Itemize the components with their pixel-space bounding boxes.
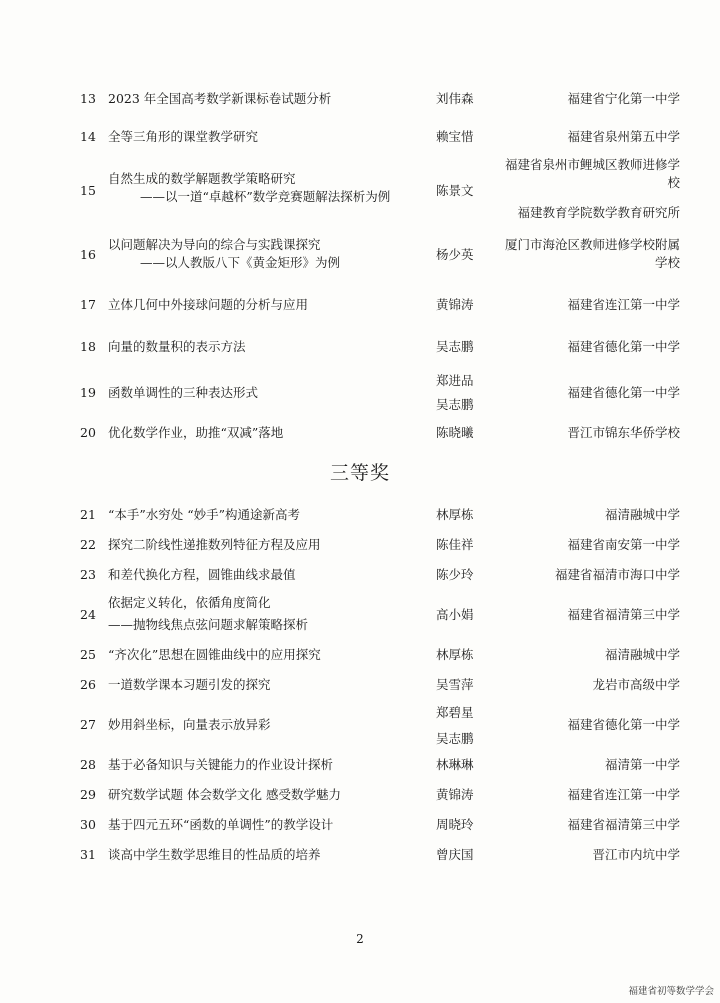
- watermark: 福建省初等数学学会: [628, 986, 714, 997]
- entry-unit: 福建省福清市海口中学: [554, 567, 680, 582]
- entry-number: 22: [80, 537, 96, 552]
- entry-number: 16: [80, 247, 96, 262]
- entry-title: 基于必备知识与关键能力的作业设计探析: [108, 757, 334, 772]
- entry-title: 向量的数量积的表示方法: [108, 339, 246, 354]
- entry-number: 26: [80, 677, 96, 692]
- entry-author: 陈少玲: [436, 567, 474, 582]
- entry-row: [0, 90, 720, 108]
- entry-row: [0, 594, 720, 634]
- entry-title: 函数单调性的三种表达形式: [108, 385, 259, 400]
- entry-title: 妙用斜坐标，向量表示放异彩: [108, 717, 271, 732]
- entry-row: [0, 128, 720, 146]
- entry-author: 黄锦涛: [436, 787, 474, 802]
- entry-title: 自然生成的数学解题教学策略研究 ——以一道“卓越杯”数学竞赛题解法探析为例: [108, 171, 391, 204]
- entry-number: 23: [80, 567, 96, 582]
- entry-author: 刘伟森: [436, 91, 474, 106]
- entry-author: 吴志鹏: [436, 339, 474, 354]
- entry-title: 2023 年全国高考数学新课标卷试题分析: [108, 91, 332, 106]
- entry-row: [0, 676, 720, 694]
- entry-number: 25: [80, 647, 96, 662]
- entry-number: 17: [80, 297, 96, 312]
- entry-unit: 福建省南安第一中学: [567, 537, 680, 552]
- entry-number: 19: [80, 385, 96, 400]
- entry-row: [0, 536, 720, 554]
- entry-number: 28: [80, 757, 96, 772]
- entry-number: 18: [80, 339, 96, 354]
- entry-row: [0, 816, 720, 834]
- entry-row: [0, 786, 720, 804]
- entry-unit: 福建省福清第三中学: [567, 607, 680, 622]
- entry-author: 赖宝惜: [436, 129, 474, 144]
- entry-row: [0, 846, 720, 864]
- entry-row: [0, 506, 720, 524]
- entry-author: 周晓玲: [436, 817, 474, 832]
- entry-author: 高小娟: [436, 607, 474, 622]
- entry-number: 24: [80, 607, 96, 622]
- entry-title: 立体几何中外接球问题的分析与应用: [108, 297, 309, 312]
- entry-title: 基于四元五环“函数的单调性”的教学设计: [108, 817, 334, 832]
- entry-author: 郑碧星 吴志鹏: [436, 705, 474, 746]
- entry-unit: 福清第一中学: [604, 757, 680, 772]
- entry-unit: 福建省德化第一中学: [567, 339, 680, 354]
- entry-number: 30: [80, 817, 96, 832]
- entry-unit: 福建省福清第三中学: [567, 817, 680, 832]
- entry-row: [0, 156, 720, 228]
- entry-number: 31: [80, 847, 96, 862]
- section-title: 三等奖: [329, 462, 390, 484]
- entry-author: 林琳琳: [436, 757, 474, 772]
- entry-unit: 福建省德化第一中学: [567, 385, 680, 400]
- entry-unit: 龙岩市高级中学: [592, 677, 680, 692]
- entry-unit: 福建省泉州市鲤城区教师进修学 校 福建教育学院数学教育研究所: [504, 157, 680, 220]
- entry-author: 杨少英: [436, 247, 474, 262]
- entry-row: [0, 756, 720, 774]
- entry-title: 研究数学试题 体会数学文化 感受数学魅力: [108, 787, 341, 802]
- entry-title: 和差代换化方程，圆锥曲线求最值: [108, 567, 296, 582]
- entry-number: 21: [80, 507, 96, 522]
- entry-title: “齐次化”思想在圆锥曲线中的应用探究: [108, 647, 321, 662]
- entry-author: 郑进品 吴志鹏: [436, 373, 474, 412]
- entry-unit: 福建省连江第一中学: [567, 297, 680, 312]
- entry-row: [0, 372, 720, 414]
- entry-title: 全等三角形的课堂教学研究: [108, 129, 259, 144]
- entry-number: 14: [80, 129, 96, 144]
- entry-author: 黄锦涛: [436, 297, 474, 312]
- entry-unit: 福建省宁化第一中学: [567, 91, 680, 106]
- entry-title: “本手”水穷处 “妙手”构通途新高考: [108, 507, 301, 522]
- entry-title: 一道数学课本习题引发的探究: [108, 677, 271, 692]
- page-number: 2: [356, 932, 364, 946]
- entry-number: 27: [80, 717, 96, 732]
- entry-row: [0, 236, 720, 276]
- entry-unit: 晋江市锦东华侨学校: [567, 425, 680, 440]
- entry-title: 探究二阶线性递推数列特征方程及应用: [108, 537, 321, 552]
- entry-title: 依据定义转化，依循角度简化 ——抛物线焦点弦问题求解策略探析: [108, 595, 309, 632]
- entry-author: 陈景文: [436, 183, 474, 198]
- entry-unit: 福清融城中学: [604, 647, 680, 662]
- entry-author: 陈晓曦: [436, 425, 474, 440]
- entry-unit: 厦门市海沧区教师进修学校附属 学校: [504, 237, 680, 270]
- entry-author: 陈佳祥: [436, 537, 474, 552]
- entry-title: 以问题解决为导向的综合与实践课探究 ——以人教版八下《黄金矩形》为例: [108, 237, 341, 270]
- entry-number: 13: [80, 91, 96, 106]
- entry-title: 谈高中学生数学思维目的性品质的培养: [108, 847, 321, 862]
- entry-row: [0, 424, 720, 442]
- entry-author: 吴雪萍: [436, 677, 474, 692]
- entry-row: [0, 646, 720, 664]
- entry-number: 29: [80, 787, 96, 802]
- entry-unit: 福清融城中学: [604, 507, 680, 522]
- entry-author: 林厚栋: [436, 507, 474, 522]
- entry-row: [0, 704, 720, 748]
- entry-unit: 福建省德化第一中学: [567, 717, 680, 732]
- entry-unit: 晋江市内坑中学: [592, 847, 680, 862]
- entry-number: 15: [80, 183, 96, 198]
- entry-unit: 福建省连江第一中学: [567, 787, 680, 802]
- entry-row: [0, 566, 720, 584]
- entry-row: [0, 296, 720, 314]
- entry-title: 优化数学作业，助推“双减”落地: [108, 425, 284, 440]
- entry-number: 20: [80, 425, 96, 440]
- entry-author: 林厚栋: [436, 647, 474, 662]
- entry-row: [0, 338, 720, 356]
- entry-unit: 福建省泉州第五中学: [567, 129, 680, 144]
- entry-author: 曾庆国: [436, 847, 474, 862]
